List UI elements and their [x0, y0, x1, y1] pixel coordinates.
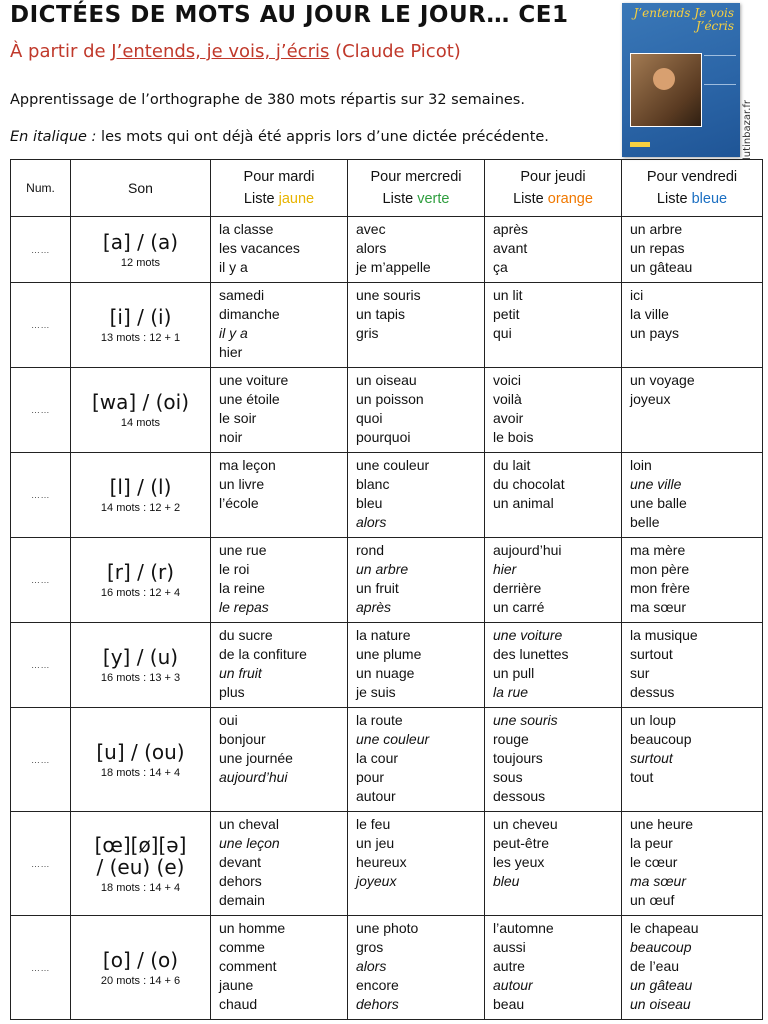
word: je suis: [356, 684, 396, 700]
review-word: bleu: [493, 873, 520, 889]
review-word: le repas: [219, 599, 269, 615]
phoneme: [r] / (r): [106, 560, 175, 584]
word: petit: [493, 306, 520, 322]
table-row: [11, 812, 763, 916]
word: du sucre: [219, 627, 273, 643]
phoneme: [wa] / (oi): [91, 390, 190, 414]
word-list-cell: [211, 708, 348, 812]
word: la ville: [630, 306, 669, 322]
word: ma sœur: [630, 599, 686, 615]
word: un animal: [493, 495, 554, 511]
word-list-cell: [348, 538, 485, 623]
word-list-cell: [348, 217, 485, 283]
word: un loup: [630, 712, 676, 728]
word: du chocolat: [493, 476, 565, 492]
review-word: un fruit: [219, 665, 262, 681]
word: avant: [493, 240, 528, 256]
word-list-cell: [485, 453, 622, 538]
word-count: 13 mots : 12 + 1: [100, 332, 181, 344]
word: les yeux: [493, 854, 545, 870]
intro-text: Apprentissage de l’orthographe de 380 mots répartis sur 32 semaines.: [10, 92, 525, 108]
word: la cour: [356, 750, 399, 766]
phoneme: [a] / (a): [102, 229, 179, 254]
word-list-cell: [485, 623, 622, 708]
word-list-cell: [485, 283, 622, 368]
word: le bois: [493, 429, 534, 445]
word: la peur: [630, 835, 673, 851]
review-word: une voiture: [493, 627, 563, 643]
cover-title: J’entends Je vois J’écris: [633, 6, 734, 33]
review-word: joyeux: [356, 873, 397, 889]
word-list-cell: [348, 916, 485, 1020]
word-count: 16 mots : 12 + 4: [100, 587, 181, 599]
word: pour: [356, 769, 385, 785]
word: le roi: [219, 561, 250, 577]
word: gros: [356, 939, 384, 955]
word: de l’eau: [630, 958, 680, 974]
word: belle: [630, 514, 660, 530]
cover-blurb: [704, 55, 736, 85]
subtitle: [10, 41, 461, 62]
day-label: Pour mardi: [243, 169, 315, 185]
word: heureux: [356, 854, 407, 870]
word: il y a: [219, 259, 248, 275]
table-row: [11, 708, 763, 812]
word-list-cell: [211, 812, 348, 916]
word: un gâteau: [630, 259, 693, 275]
row-number-blank: ……: [11, 453, 71, 538]
word: dimanche: [219, 306, 280, 322]
phoneme: [o] / (o): [102, 947, 179, 972]
word: un oiseau: [356, 372, 417, 388]
word: samedi: [219, 287, 265, 303]
word: un arbre: [630, 221, 683, 237]
review-word: hier: [493, 561, 517, 577]
word: avec: [356, 221, 386, 237]
word: des lunettes: [493, 646, 569, 662]
day-label: Pour vendredi: [646, 169, 738, 185]
row-number-blank: ……: [11, 538, 71, 623]
word: un carré: [493, 599, 545, 615]
word-count: 14 mots : 12 + 2: [100, 502, 181, 514]
word-list-cell: [348, 283, 485, 368]
word: dessus: [630, 684, 675, 700]
word: demain: [219, 892, 265, 908]
word-count: 18 mots : 14 + 4: [100, 881, 181, 894]
word: un fruit: [356, 580, 399, 596]
word: du lait: [493, 457, 531, 473]
word: voici: [493, 372, 522, 388]
word: surtout: [630, 646, 673, 662]
word: un pull: [493, 665, 535, 681]
book-title: J’entends, je vois, j’écris: [111, 41, 330, 62]
table-row: [11, 217, 763, 283]
word: la classe: [219, 221, 274, 237]
row-number-blank: ……: [11, 283, 71, 368]
col-header-day: [485, 160, 622, 217]
sound-cell: [71, 538, 211, 623]
word-list-cell: [622, 623, 763, 708]
col-header-num: Num.: [11, 160, 71, 217]
word: sous: [493, 769, 523, 785]
word: la nature: [356, 627, 411, 643]
grapheme: / (eu) (e): [96, 854, 185, 879]
cover-photo: [630, 53, 702, 127]
word: le chapeau: [630, 920, 699, 936]
phoneme: [œ][ø][ə]: [94, 832, 187, 857]
word: rouge: [493, 731, 529, 747]
word: autour: [356, 788, 396, 804]
word: peut-être: [493, 835, 550, 851]
word: l’école: [219, 495, 259, 511]
table-row: [11, 453, 763, 538]
word: qui: [493, 325, 512, 341]
word: sur: [630, 665, 650, 681]
word: plus: [219, 684, 245, 700]
word: un tapis: [356, 306, 406, 322]
word: rond: [356, 542, 385, 558]
word: ici: [630, 287, 644, 303]
word: loin: [630, 457, 652, 473]
word-count: 18 mots : 14 + 4: [100, 766, 181, 779]
row-number-blank: ……: [11, 916, 71, 1020]
word-list-cell: [485, 368, 622, 453]
word: une couleur: [356, 457, 430, 473]
word: dehors: [219, 873, 262, 889]
phoneme: [l] / (l): [109, 475, 172, 499]
word: chaud: [219, 996, 258, 1012]
row-number-blank: ……: [11, 812, 71, 916]
word: un cheval: [219, 816, 279, 832]
list-label: Liste jaune: [243, 191, 315, 207]
word: oui: [219, 712, 238, 728]
word-list-cell: [622, 916, 763, 1020]
word-list-cell: [622, 368, 763, 453]
word: un pays: [630, 325, 680, 341]
word: tout: [630, 769, 654, 785]
word: une plume: [356, 646, 422, 662]
word-list-cell: [348, 623, 485, 708]
word-list-cell: [485, 708, 622, 812]
review-word: une couleur: [356, 731, 430, 747]
word-list-cell: [211, 368, 348, 453]
word-list-cell: [622, 217, 763, 283]
word-count: 12 mots: [120, 256, 161, 269]
row-number-blank: ……: [11, 708, 71, 812]
word-list-cell: [485, 538, 622, 623]
word: aussi: [493, 939, 526, 955]
col-header-son: Son: [71, 160, 211, 217]
word: de la confiture: [219, 646, 307, 662]
word: hier: [219, 344, 243, 360]
word-list-cell: [622, 812, 763, 916]
italic-note: [10, 129, 549, 145]
word: encore: [356, 977, 399, 993]
list-label: Liste bleue: [656, 191, 728, 207]
word-list-cell: [211, 453, 348, 538]
word-count: 16 mots : 13 + 3: [100, 672, 181, 684]
sound-cell: [71, 453, 211, 538]
row-number-blank: ……: [11, 368, 71, 453]
word: ça: [493, 259, 508, 275]
word: un voyage: [630, 372, 695, 388]
word: après: [493, 221, 529, 237]
italic-note-label: En italique :: [10, 129, 97, 145]
word: toujours: [493, 750, 543, 766]
page-title: DICTÉES DE MOTS AU JOUR LE JOUR… CE1: [10, 2, 569, 28]
word-list-cell: [211, 538, 348, 623]
table-header-row: [11, 160, 763, 217]
word: dessous: [493, 788, 546, 804]
book-cover-image: [622, 3, 740, 157]
review-word: la rue: [493, 684, 529, 700]
word: gris: [356, 325, 379, 341]
word-count: 14 mots: [120, 417, 161, 429]
review-word: dehors: [356, 996, 399, 1012]
review-word: une souris: [493, 712, 558, 728]
review-word: ma sœur: [630, 873, 686, 889]
sound-cell: [71, 283, 211, 368]
word: quoi: [356, 410, 383, 426]
word: un œuf: [630, 892, 675, 908]
word: noir: [219, 429, 243, 445]
review-word: aujourd’hui: [219, 769, 288, 785]
word: blanc: [356, 476, 390, 492]
word-list-cell: [485, 812, 622, 916]
sound-cell: [71, 708, 211, 812]
word-list-cell: [348, 812, 485, 916]
table-row: [11, 283, 763, 368]
col-header-day: [211, 160, 348, 217]
word: alors: [356, 240, 387, 256]
word: bleu: [356, 495, 383, 511]
review-word: surtout: [630, 750, 673, 766]
word: bonjour: [219, 731, 266, 747]
sound-cell: [71, 916, 211, 1020]
word: une étoile: [219, 391, 280, 407]
word: beau: [493, 996, 525, 1012]
table-row: [11, 368, 763, 453]
word: une journée: [219, 750, 293, 766]
review-word: un oiseau: [630, 996, 691, 1012]
sound-cell: [71, 217, 211, 283]
word: le cœur: [630, 854, 678, 870]
word: un livre: [219, 476, 265, 492]
word: ma leçon: [219, 457, 276, 473]
phoneme: [y] / (u): [102, 645, 179, 669]
word: avoir: [493, 410, 524, 426]
word-list-cell: [485, 916, 622, 1020]
word-list-cell: [348, 453, 485, 538]
word: les vacances: [219, 240, 300, 256]
word: une rue: [219, 542, 267, 558]
table-row: [11, 538, 763, 623]
word: un poisson: [356, 391, 424, 407]
word: mon frère: [630, 580, 690, 596]
sound-cell: [71, 623, 211, 708]
review-word: alors: [356, 958, 387, 974]
review-word: un gâteau: [630, 977, 693, 993]
word: voilà: [493, 391, 522, 407]
italic-note-text: les mots qui ont déjà été appris lors d’une dictée précédente.: [96, 129, 549, 145]
word: joyeux: [630, 391, 671, 407]
word: un jeu: [356, 835, 395, 851]
word: un lit: [493, 287, 523, 303]
dictation-table: [10, 159, 763, 1020]
list-label: Liste orange: [513, 191, 593, 207]
review-word: il y a: [219, 325, 248, 341]
word: pourquoi: [356, 429, 411, 445]
word: un nuage: [356, 665, 415, 681]
word: jaune: [219, 977, 254, 993]
row-number-blank: ……: [11, 217, 71, 283]
col-header-day: [622, 160, 763, 217]
review-word: une leçon: [219, 835, 280, 851]
word: le feu: [356, 816, 391, 832]
list-label: Liste verte: [382, 191, 450, 207]
word: un homme: [219, 920, 286, 936]
day-label: Pour mercredi: [370, 169, 462, 185]
word-list-cell: [622, 708, 763, 812]
word: comment: [219, 958, 277, 974]
word: comme: [219, 939, 265, 955]
review-word: autour: [493, 977, 533, 993]
word: le soir: [219, 410, 257, 426]
word-list-cell: [348, 708, 485, 812]
review-word: une ville: [630, 476, 682, 492]
word: une heure: [630, 816, 694, 832]
word: un repas: [630, 240, 685, 256]
word-list-cell: [622, 283, 763, 368]
sound-cell: [71, 368, 211, 453]
site-watermark: lutinbazar.fr: [742, 99, 753, 160]
phoneme: [u] / (ou): [96, 739, 185, 764]
review-word: un arbre: [356, 561, 409, 577]
cover-logo: [630, 142, 650, 147]
review-word: après: [356, 599, 392, 615]
word: une photo: [356, 920, 419, 936]
table-row: [11, 916, 763, 1020]
word: une voiture: [219, 372, 289, 388]
word-list-cell: [211, 916, 348, 1020]
word-list-cell: [211, 623, 348, 708]
phoneme: [i] / (i): [109, 305, 172, 329]
word-list-cell: [348, 368, 485, 453]
word: un cheveu: [493, 816, 558, 832]
col-header-day: [348, 160, 485, 217]
word-list-cell: [211, 217, 348, 283]
table-row: [11, 623, 763, 708]
word: autre: [493, 958, 525, 974]
word: mon père: [630, 561, 690, 577]
word-list-cell: [622, 538, 763, 623]
word: ma mère: [630, 542, 686, 558]
word: devant: [219, 854, 262, 870]
word-list-cell: [211, 283, 348, 368]
word: la route: [356, 712, 403, 728]
word-count: 20 mots : 14 + 6: [100, 974, 181, 987]
day-label: Pour jeudi: [520, 169, 586, 185]
book-author: (Claude Picot): [329, 41, 461, 62]
word: la musique: [630, 627, 698, 643]
word: une balle: [630, 495, 687, 511]
word: une souris: [356, 287, 421, 303]
word-list-cell: [485, 217, 622, 283]
word: je m’appelle: [356, 259, 431, 275]
sound-cell: [71, 812, 211, 916]
word: derrière: [493, 580, 542, 596]
word: l’automne: [493, 920, 554, 936]
word: beaucoup: [630, 731, 692, 747]
word: la reine: [219, 580, 265, 596]
row-number-blank: ……: [11, 623, 71, 708]
subtitle-prefix: À partir de: [10, 41, 112, 62]
word-list-cell: [622, 453, 763, 538]
review-word: alors: [356, 514, 387, 530]
word: aujourd’hui: [493, 542, 562, 558]
review-word: beaucoup: [630, 939, 692, 955]
